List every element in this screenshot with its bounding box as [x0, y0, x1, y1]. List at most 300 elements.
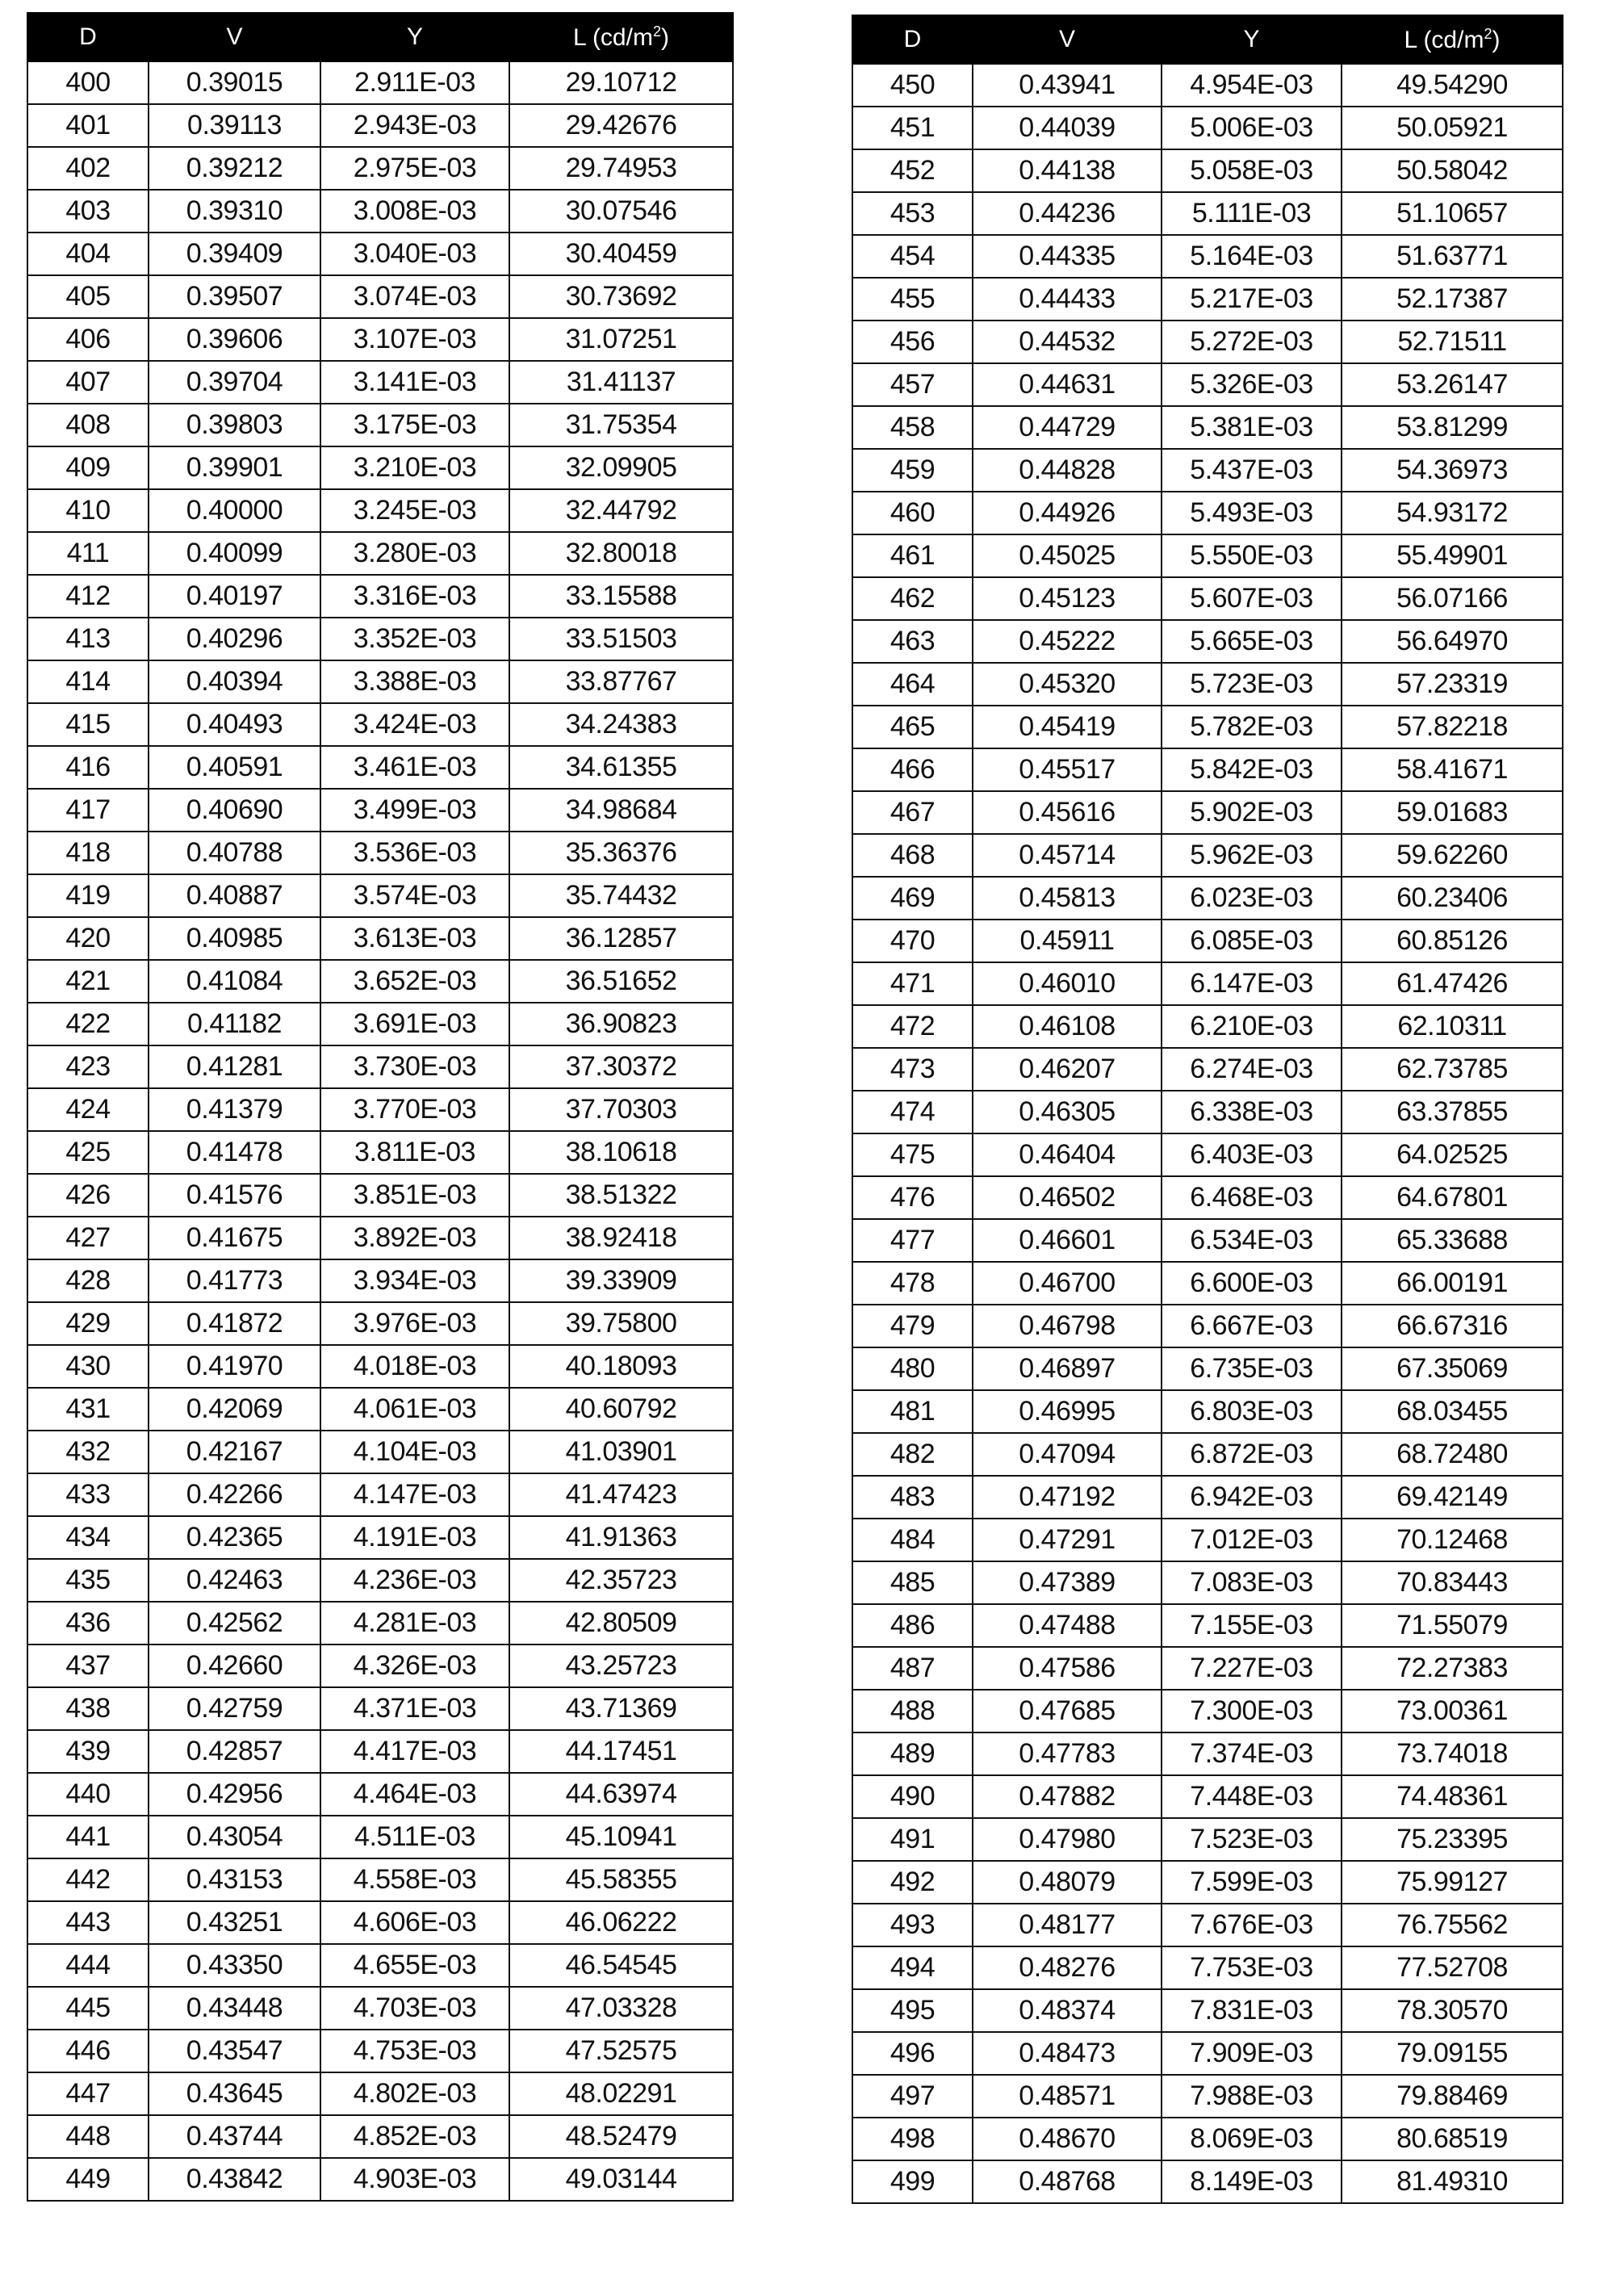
cell-v: 0.41182: [149, 1003, 320, 1045]
cell-v: 0.39803: [149, 404, 320, 446]
table-row: [852, 1904, 1563, 1946]
cell-l: 60.85126: [1342, 920, 1563, 962]
cell-y: 5.164E-03: [1162, 235, 1342, 278]
table-row: [27, 1045, 733, 1088]
cell-d: 438: [27, 1687, 149, 1730]
table-row: [852, 920, 1563, 962]
cell-y: 5.902E-03: [1162, 791, 1342, 834]
cell-l: 56.64970: [1342, 620, 1563, 663]
cell-v: 0.41773: [149, 1259, 320, 1302]
cell-y: 7.083E-03: [1162, 1561, 1342, 1604]
cell-y: 6.403E-03: [1162, 1133, 1342, 1176]
cell-d: 461: [852, 534, 973, 577]
cell-d: 483: [852, 1476, 973, 1519]
cell-v: 0.46601: [973, 1219, 1162, 1262]
cell-y: 4.104E-03: [320, 1431, 509, 1473]
table-row: [27, 147, 733, 190]
cell-l: 38.10618: [509, 1131, 733, 1174]
cell-l: 78.30570: [1342, 1989, 1563, 2032]
cell-y: 8.149E-03: [1162, 2160, 1342, 2203]
luminance-table-right: [852, 15, 1563, 2204]
cell-y: 7.374E-03: [1162, 1732, 1342, 1775]
cell-v: 0.40394: [149, 660, 320, 703]
cell-y: 5.665E-03: [1162, 620, 1342, 663]
cell-l: 49.03144: [509, 2158, 733, 2201]
cell-l: 33.15588: [509, 575, 733, 618]
cell-v: 0.45616: [973, 791, 1162, 834]
cell-v: 0.45123: [973, 577, 1162, 620]
table-row: [852, 577, 1563, 620]
cell-d: 420: [27, 917, 149, 960]
table-row: [27, 917, 733, 960]
table-row: [852, 1133, 1563, 1176]
cell-l: 63.37855: [1342, 1091, 1563, 1133]
cell-y: 5.782E-03: [1162, 706, 1342, 748]
table-row: [27, 660, 733, 703]
cell-l: 42.35723: [509, 1559, 733, 1602]
table-row: [852, 706, 1563, 748]
cell-v: 0.44729: [973, 406, 1162, 449]
cell-y: 6.534E-03: [1162, 1219, 1342, 1262]
header-row: [27, 13, 733, 61]
cell-y: 3.892E-03: [320, 1217, 509, 1259]
cell-d: 492: [852, 1861, 973, 1904]
cell-d: 462: [852, 577, 973, 620]
cell-d: 401: [27, 104, 149, 147]
cell-l: 41.47423: [509, 1473, 733, 1516]
table-row: [852, 1775, 1563, 1818]
cell-y: 3.613E-03: [320, 917, 509, 960]
cell-d: 426: [27, 1174, 149, 1217]
cell-y: 5.607E-03: [1162, 577, 1342, 620]
table-row: [852, 1347, 1563, 1390]
table-row: [27, 1174, 733, 1217]
cell-y: 5.111E-03: [1162, 192, 1342, 235]
cell-l: 80.68519: [1342, 2118, 1563, 2160]
cell-l: 72.27383: [1342, 1647, 1563, 1690]
cell-v: 0.47094: [973, 1433, 1162, 1476]
cell-d: 427: [27, 1217, 149, 1259]
cell-d: 448: [27, 2115, 149, 2158]
cell-d: 406: [27, 318, 149, 361]
table-row: [852, 363, 1563, 406]
cell-y: 4.281E-03: [320, 1602, 509, 1644]
cell-d: 479: [852, 1305, 973, 1347]
cell-y: 3.352E-03: [320, 618, 509, 660]
cell-v: 0.42660: [149, 1644, 320, 1687]
cell-l: 45.58355: [509, 1858, 733, 1901]
cell-l: 73.00361: [1342, 1690, 1563, 1732]
cell-l: 52.71511: [1342, 321, 1563, 363]
cell-v: 0.42266: [149, 1473, 320, 1516]
cell-l: 46.06222: [509, 1901, 733, 1944]
cell-l: 54.93172: [1342, 492, 1563, 534]
cell-y: 3.424E-03: [320, 703, 509, 746]
cell-v: 0.39310: [149, 190, 320, 233]
table-row: [27, 2072, 733, 2115]
cell-v: 0.47586: [973, 1647, 1162, 1690]
cell-l: 68.72480: [1342, 1433, 1563, 1476]
cell-y: 3.499E-03: [320, 789, 509, 832]
cell-d: 415: [27, 703, 149, 746]
cell-v: 0.42759: [149, 1687, 320, 1730]
table-row: [852, 1390, 1563, 1433]
cell-d: 491: [852, 1818, 973, 1861]
cell-y: 7.155E-03: [1162, 1604, 1342, 1647]
cell-d: 440: [27, 1773, 149, 1816]
cell-y: 4.802E-03: [320, 2072, 509, 2115]
cell-l: 60.23406: [1342, 877, 1563, 920]
table-row: [27, 1516, 733, 1559]
cell-y: 5.272E-03: [1162, 321, 1342, 363]
cell-v: 0.47192: [973, 1476, 1162, 1519]
cell-y: 4.852E-03: [320, 2115, 509, 2158]
cell-v: 0.39113: [149, 104, 320, 147]
table-row: [852, 321, 1563, 363]
cell-l: 64.02525: [1342, 1133, 1563, 1176]
cell-v: 0.42167: [149, 1431, 320, 1473]
table-row: [27, 2115, 733, 2158]
cell-l: 33.51503: [509, 618, 733, 660]
cell-d: 484: [852, 1519, 973, 1561]
cell-d: 481: [852, 1390, 973, 1433]
cell-v: 0.40493: [149, 703, 320, 746]
cell-d: 434: [27, 1516, 149, 1559]
cell-y: 6.667E-03: [1162, 1305, 1342, 1347]
cell-l: 36.90823: [509, 1003, 733, 1045]
table-row: [852, 1433, 1563, 1476]
table-row: [27, 1901, 733, 1944]
cell-l: 40.60792: [509, 1388, 733, 1431]
cell-y: 4.236E-03: [320, 1559, 509, 1602]
cell-d: 411: [27, 532, 149, 575]
table-row: [852, 663, 1563, 706]
cell-v: 0.42365: [149, 1516, 320, 1559]
cell-v: 0.45517: [973, 748, 1162, 791]
cell-d: 445: [27, 1987, 149, 2030]
table-row: [852, 1690, 1563, 1732]
cell-d: 431: [27, 1388, 149, 1431]
cell-d: 463: [852, 620, 973, 663]
table-row: [27, 1944, 733, 1987]
table-row: [852, 534, 1563, 577]
cell-d: 478: [852, 1262, 973, 1305]
cell-d: 494: [852, 1946, 973, 1989]
cell-l: 36.51652: [509, 960, 733, 1003]
cell-v: 0.46404: [973, 1133, 1162, 1176]
cell-v: 0.39507: [149, 275, 320, 318]
cell-v: 0.44138: [973, 149, 1162, 192]
cell-y: 7.300E-03: [1162, 1690, 1342, 1732]
cell-l: 34.61355: [509, 746, 733, 789]
cell-v: 0.46207: [973, 1048, 1162, 1091]
cell-v: 0.43448: [149, 1987, 320, 2030]
cell-v: 0.45911: [973, 920, 1162, 962]
cell-l: 40.18093: [509, 1345, 733, 1388]
cell-v: 0.46897: [973, 1347, 1162, 1390]
cell-l: 34.98684: [509, 789, 733, 832]
cell-y: 6.803E-03: [1162, 1390, 1342, 1433]
header-l-close: ): [1492, 27, 1500, 53]
table-row: [27, 1259, 733, 1302]
table-row: [27, 1559, 733, 1602]
cell-y: 5.493E-03: [1162, 492, 1342, 534]
cell-v: 0.40099: [149, 532, 320, 575]
cell-v: 0.39704: [149, 361, 320, 404]
header-l: [509, 13, 733, 61]
cell-y: 3.388E-03: [320, 660, 509, 703]
cell-l: 69.42149: [1342, 1476, 1563, 1519]
cell-l: 47.52575: [509, 2030, 733, 2072]
cell-d: 422: [27, 1003, 149, 1045]
cell-y: 3.074E-03: [320, 275, 509, 318]
cell-v: 0.39015: [149, 61, 320, 104]
cell-l: 76.75562: [1342, 1904, 1563, 1946]
table-row: [852, 1091, 1563, 1133]
cell-y: 5.326E-03: [1162, 363, 1342, 406]
table-row: [27, 190, 733, 233]
cell-l: 44.63974: [509, 1773, 733, 1816]
cell-y: 6.210E-03: [1162, 1005, 1342, 1048]
cell-v: 0.39606: [149, 318, 320, 361]
cell-l: 37.30372: [509, 1045, 733, 1088]
cell-d: 458: [852, 406, 973, 449]
table-row: [852, 2160, 1563, 2203]
cell-l: 59.62260: [1342, 834, 1563, 877]
cell-d: 414: [27, 660, 149, 703]
cell-l: 73.74018: [1342, 1732, 1563, 1775]
cell-l: 79.88469: [1342, 2075, 1563, 2118]
cell-y: 2.975E-03: [320, 147, 509, 190]
cell-l: 64.67801: [1342, 1176, 1563, 1219]
cell-v: 0.45222: [973, 620, 1162, 663]
cell-d: 450: [852, 64, 973, 107]
cell-l: 70.83443: [1342, 1561, 1563, 1604]
cell-l: 81.49310: [1342, 2160, 1563, 2203]
cell-l: 31.07251: [509, 318, 733, 361]
cell-y: 6.023E-03: [1162, 877, 1342, 920]
cell-l: 35.36376: [509, 832, 733, 874]
table-row: [27, 1431, 733, 1473]
table-row: [27, 1302, 733, 1345]
cell-v: 0.41576: [149, 1174, 320, 1217]
cell-y: 3.730E-03: [320, 1045, 509, 1088]
cell-y: 5.381E-03: [1162, 406, 1342, 449]
table-row: [27, 1730, 733, 1773]
cell-d: 449: [27, 2158, 149, 2201]
cell-d: 441: [27, 1816, 149, 1858]
table-row: [27, 789, 733, 832]
cell-y: 3.461E-03: [320, 746, 509, 789]
cell-v: 0.47980: [973, 1818, 1162, 1861]
cell-l: 48.02291: [509, 2072, 733, 2115]
cell-v: 0.40197: [149, 575, 320, 618]
cell-d: 442: [27, 1858, 149, 1901]
cell-y: 6.600E-03: [1162, 1262, 1342, 1305]
table-row: [852, 107, 1563, 149]
luminance-table-left: [27, 12, 734, 2202]
cell-d: 475: [852, 1133, 973, 1176]
cell-l: 71.55079: [1342, 1604, 1563, 1647]
cell-d: 432: [27, 1431, 149, 1473]
cell-v: 0.41970: [149, 1345, 320, 1388]
table-row: [852, 1647, 1563, 1690]
cell-v: 0.40296: [149, 618, 320, 660]
table-row: [852, 1861, 1563, 1904]
cell-l: 74.48361: [1342, 1775, 1563, 1818]
cell-l: 51.10657: [1342, 192, 1563, 235]
table-row: [852, 791, 1563, 834]
cell-d: 437: [27, 1644, 149, 1687]
cell-d: 435: [27, 1559, 149, 1602]
cell-d: 490: [852, 1775, 973, 1818]
cell-l: 31.41137: [509, 361, 733, 404]
cell-d: 444: [27, 1944, 149, 1987]
cell-l: 34.24383: [509, 703, 733, 746]
cell-v: 0.41281: [149, 1045, 320, 1088]
cell-y: 6.338E-03: [1162, 1091, 1342, 1133]
cell-l: 44.17451: [509, 1730, 733, 1773]
table-row: [852, 2032, 1563, 2075]
cell-d: 421: [27, 960, 149, 1003]
cell-v: 0.42069: [149, 1388, 320, 1431]
cell-y: 4.371E-03: [320, 1687, 509, 1730]
cell-d: 459: [852, 449, 973, 492]
cell-y: 4.558E-03: [320, 1858, 509, 1901]
table-row: [852, 1476, 1563, 1519]
cell-v: 0.39901: [149, 446, 320, 489]
cell-y: 6.274E-03: [1162, 1048, 1342, 1091]
cell-y: 4.606E-03: [320, 1901, 509, 1944]
cell-d: 480: [852, 1347, 973, 1390]
cell-l: 29.10712: [509, 61, 733, 104]
cell-y: 3.280E-03: [320, 532, 509, 575]
cell-y: 4.655E-03: [320, 1944, 509, 1987]
cell-y: 3.316E-03: [320, 575, 509, 618]
cell-v: 0.46010: [973, 962, 1162, 1005]
cell-d: 454: [852, 235, 973, 278]
cell-y: 7.753E-03: [1162, 1946, 1342, 1989]
cell-l: 30.73692: [509, 275, 733, 318]
header-d: D: [852, 15, 973, 64]
cell-v: 0.43547: [149, 2030, 320, 2072]
table-row: [27, 61, 733, 104]
cell-d: 499: [852, 2160, 973, 2203]
cell-l: 50.58042: [1342, 149, 1563, 192]
cell-y: 3.691E-03: [320, 1003, 509, 1045]
cell-l: 41.91363: [509, 1516, 733, 1559]
table-row: [27, 361, 733, 404]
cell-y: 7.831E-03: [1162, 1989, 1342, 2032]
cell-l: 65.33688: [1342, 1219, 1563, 1262]
cell-d: 409: [27, 446, 149, 489]
table-row: [852, 1048, 1563, 1091]
cell-l: 57.23319: [1342, 663, 1563, 706]
table-row: [852, 1305, 1563, 1347]
cell-l: 46.54545: [509, 1944, 733, 1987]
cell-y: 4.147E-03: [320, 1473, 509, 1516]
header-y: Y: [320, 13, 509, 61]
table-row: [27, 703, 733, 746]
table-row: [27, 832, 733, 874]
cell-l: 66.67316: [1342, 1305, 1563, 1347]
table-row: [852, 834, 1563, 877]
table-row: [852, 192, 1563, 235]
cell-d: 408: [27, 404, 149, 446]
cell-y: 7.988E-03: [1162, 2075, 1342, 2118]
cell-y: 4.061E-03: [320, 1388, 509, 1431]
cell-v: 0.47685: [973, 1690, 1162, 1732]
cell-v: 0.43251: [149, 1901, 320, 1944]
cell-y: 5.058E-03: [1162, 149, 1342, 192]
cell-l: 55.49901: [1342, 534, 1563, 577]
table-row: [27, 1987, 733, 2030]
cell-v: 0.44532: [973, 321, 1162, 363]
cell-y: 4.018E-03: [320, 1345, 509, 1388]
table-row: [852, 64, 1563, 107]
cell-d: 402: [27, 147, 149, 190]
cell-y: 4.954E-03: [1162, 64, 1342, 107]
cell-y: 3.210E-03: [320, 446, 509, 489]
cell-y: 4.326E-03: [320, 1644, 509, 1687]
cell-v: 0.48473: [973, 2032, 1162, 2075]
cell-v: 0.40985: [149, 917, 320, 960]
cell-y: 3.040E-03: [320, 233, 509, 275]
cell-v: 0.40887: [149, 874, 320, 917]
cell-v: 0.47882: [973, 1775, 1162, 1818]
cell-d: 496: [852, 2032, 973, 2075]
cell-y: 4.417E-03: [320, 1730, 509, 1773]
cell-y: 3.008E-03: [320, 190, 509, 233]
cell-d: 469: [852, 877, 973, 920]
cell-v: 0.45320: [973, 663, 1162, 706]
cell-y: 3.536E-03: [320, 832, 509, 874]
table-row: [852, 2118, 1563, 2160]
cell-y: 6.942E-03: [1162, 1476, 1342, 1519]
cell-y: 4.464E-03: [320, 1773, 509, 1816]
cell-y: 5.550E-03: [1162, 534, 1342, 577]
cell-d: 455: [852, 278, 973, 321]
cell-d: 424: [27, 1088, 149, 1131]
cell-d: 489: [852, 1732, 973, 1775]
cell-d: 429: [27, 1302, 149, 1345]
cell-v: 0.48374: [973, 1989, 1162, 2032]
table-row: [27, 1388, 733, 1431]
cell-l: 32.80018: [509, 532, 733, 575]
table-row: [27, 404, 733, 446]
cell-d: 497: [852, 2075, 973, 2118]
cell-d: 439: [27, 1730, 149, 1773]
cell-d: 493: [852, 1904, 973, 1946]
cell-d: 413: [27, 618, 149, 660]
cell-v: 0.41872: [149, 1302, 320, 1345]
cell-d: 404: [27, 233, 149, 275]
table-row: [27, 575, 733, 618]
cell-v: 0.42463: [149, 1559, 320, 1602]
cell-l: 66.00191: [1342, 1262, 1563, 1305]
cell-v: 0.41084: [149, 960, 320, 1003]
cell-v: 0.47488: [973, 1604, 1162, 1647]
cell-y: 5.006E-03: [1162, 107, 1342, 149]
cell-v: 0.44433: [973, 278, 1162, 321]
cell-v: 0.44236: [973, 192, 1162, 235]
cell-y: 6.872E-03: [1162, 1433, 1342, 1476]
cell-d: 464: [852, 663, 973, 706]
table-row: [852, 962, 1563, 1005]
table-row: [852, 1732, 1563, 1775]
cell-d: 418: [27, 832, 149, 874]
cell-v: 0.48571: [973, 2075, 1162, 2118]
